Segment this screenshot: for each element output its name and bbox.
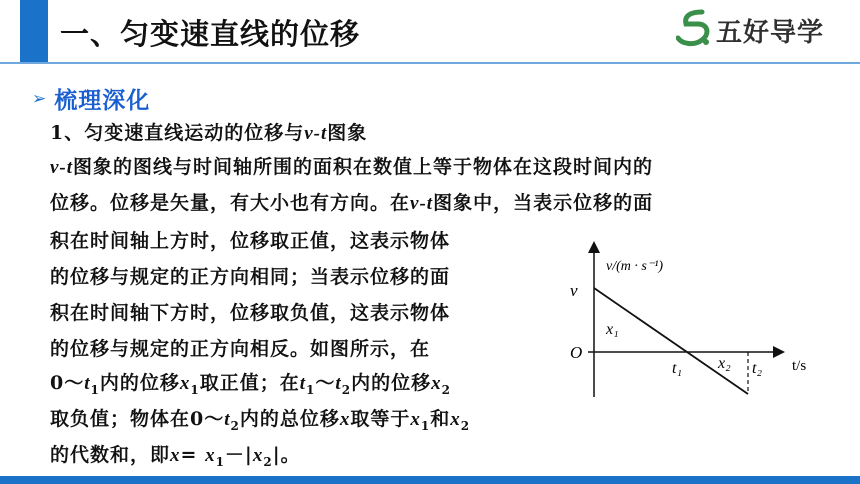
text-fragment: 内的总位移: [239, 408, 340, 430]
x1-area-label: x₁: [606, 321, 619, 338]
header-divider: [0, 62, 860, 64]
text-italic: v-t: [304, 123, 328, 144]
text-line-3: [50, 188, 653, 215]
text-italic: x: [339, 409, 351, 430]
text-fragment: 位移。位移是矢量，有大小也有方向。在: [50, 192, 411, 214]
text-fragment: 0～: [50, 372, 85, 394]
text-fragment: 内的位移: [99, 372, 180, 394]
text-italic: t: [84, 373, 91, 394]
text-fragment: 的代数和，即: [50, 444, 171, 466]
text-italic: t: [335, 373, 342, 394]
t2-label: t₂: [752, 360, 763, 377]
header-bar: [0, 0, 860, 62]
text-subscript: 1: [420, 418, 431, 433]
text-subscript: 2: [441, 382, 451, 397]
brand-logo: [676, 8, 824, 52]
text-fragment: 取负值；物体在0～: [50, 408, 225, 430]
page-title: 一、匀变速直线的位移: [60, 17, 361, 51]
text-fragment: 取正值；在: [199, 372, 300, 394]
text-italic: x: [205, 445, 216, 466]
text-italic: x: [252, 445, 264, 466]
text-fragment: 1、匀变速直线运动的位移与: [50, 122, 305, 144]
text-subscript: 1: [215, 454, 225, 469]
text-line-10: [50, 440, 301, 469]
text-subscript: 1: [190, 382, 200, 397]
text-fragment: 图象: [327, 122, 368, 144]
x-axis-label: t/s: [792, 358, 807, 374]
text-fragment: －|: [224, 444, 253, 466]
text-fragment: 和: [430, 408, 451, 430]
text-italic: v-t: [50, 157, 74, 178]
text-line-4: 积在时间轴上方时，位移取正值，这表示物体: [50, 230, 451, 252]
text-fragment: 图象中，当表示位移的面: [433, 192, 654, 214]
text-subscript: 1: [306, 382, 316, 397]
text-subscript: 2: [263, 454, 273, 469]
x2-area-label: x₂: [718, 355, 731, 372]
text-subscript: 1: [90, 382, 100, 397]
text-line-5: 的位移与规定的正方向相同；当表示位移的面: [50, 266, 451, 288]
text-italic: t: [299, 373, 307, 394]
text-italic: x: [450, 409, 461, 430]
text-line-2: [50, 152, 653, 179]
velocity-line: [594, 288, 748, 394]
text-line-9: [50, 404, 470, 433]
text-line-1: [50, 118, 367, 145]
vt-graph: [560, 232, 820, 402]
origin-label: O: [570, 343, 583, 362]
t1-label: t₁: [672, 360, 683, 377]
brand-logo-icon: [676, 8, 714, 52]
brand-logo-text: 五好导学: [716, 17, 825, 48]
text-italic: x: [179, 373, 191, 394]
arrow-right-icon: ➢: [32, 88, 47, 109]
section-heading-label: 梳理深化: [54, 88, 151, 114]
header-accent-block: [20, 0, 48, 62]
text-italic: x: [170, 445, 181, 466]
footer-bar: [0, 476, 860, 484]
text-fragment: 内的位移: [351, 372, 432, 394]
text-italic: x: [431, 373, 442, 394]
section-heading: [32, 82, 150, 115]
text-fragment: 图象的图线与时间轴所围的面积在数值上等于物体在这段时间内的: [73, 156, 654, 178]
v-intercept-label: v: [570, 281, 578, 300]
text-line-6: 积在时间轴下方时，位移取负值，这表示物体: [50, 302, 451, 324]
text-italic: v-t: [410, 193, 434, 214]
text-fragment: 取等于: [350, 408, 411, 430]
text-subscript: 2: [230, 418, 240, 433]
text-fragment: |。: [272, 444, 301, 466]
text-subscript: 2: [460, 418, 471, 433]
text-italic: t: [224, 409, 231, 430]
y-axis-label: v/(m · s⁻¹): [606, 259, 664, 274]
text-line-7: 的位移与规定的正方向相反。如图所示，在: [50, 338, 431, 360]
text-italic: x: [410, 409, 421, 430]
text-fragment: ～: [315, 372, 336, 394]
text-fragment: =: [180, 444, 206, 466]
text-line-8: [50, 368, 451, 397]
text-subscript: 2: [341, 382, 352, 397]
